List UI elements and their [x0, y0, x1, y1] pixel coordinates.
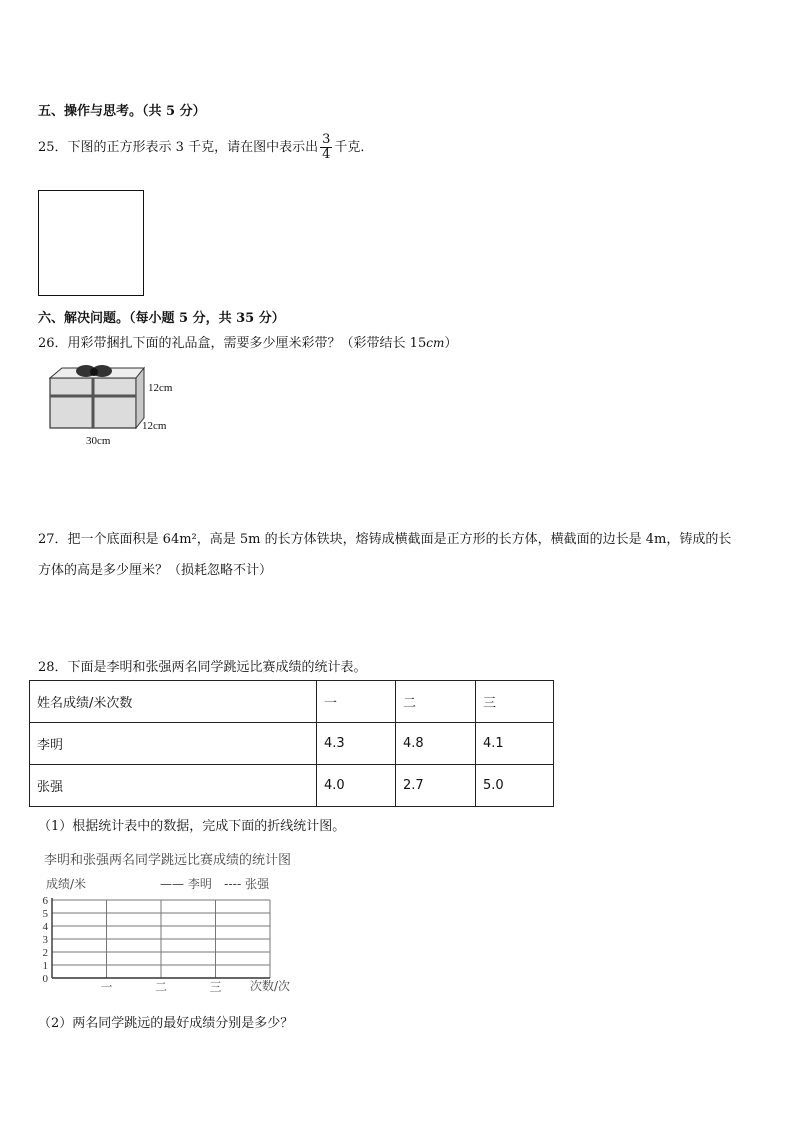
chart-grid [52, 898, 270, 978]
score-table [29, 680, 554, 807]
table-header-row [30, 681, 554, 723]
table-cell: 李明 [30, 723, 317, 765]
table-header-cell: 一 [317, 681, 396, 723]
chart-legend-liming: —— 李明 [160, 877, 212, 891]
table-header-cell: 三 [476, 681, 554, 723]
chart-x-ticks [100, 980, 221, 994]
box-length-label: 30cm [86, 435, 111, 447]
ribbon-bow-knot [90, 368, 98, 376]
chart-y-axis-label: 成绩/米 [46, 877, 87, 891]
chart-x-tick-label: 一 [100, 980, 113, 994]
q26-unit: cm [426, 336, 445, 350]
table-row [30, 723, 554, 765]
q25-prefix: 25．下图的正方形表示 3 千克，请在图中表示出 [38, 140, 319, 155]
table-cell: 4.0 [317, 765, 396, 807]
table-cell: 4.1 [476, 723, 554, 765]
chart-y-tick-label: 5 [42, 908, 48, 920]
table-header-cell: 二 [396, 681, 476, 723]
chart-y-tick-label: 6 [42, 895, 48, 907]
chart-y-tick-label: 0 [42, 973, 48, 985]
box-width-label: 12cm [142, 420, 167, 432]
q27-line-2: 方体的高是多少厘米？（损耗忽略不计） [38, 563, 273, 578]
fraction-three-quarters [320, 133, 332, 162]
box-side-face [136, 368, 144, 428]
table-row [30, 765, 554, 807]
q28-intro: 28．下面是李明和张强两名同学跳远比赛成绩的统计表。 [38, 660, 367, 675]
section-6-heading: 六、解决问题。（每小题 5 分，共 35 分） [38, 311, 285, 326]
section-5-heading: 五、操作与思考。（共 5 分） [38, 104, 206, 119]
chart-title: 李明和张强两名同学跳远比赛成绩的统计图 [44, 853, 292, 868]
q28-sub-2: （2）两名同学跳远的最好成绩分别是多少？ [38, 1016, 294, 1031]
q26-text: 26．用彩带捆扎下面的礼品盒，需要多少厘米彩带？（彩带结长 15 [38, 336, 427, 351]
chart-x-axis-label: 次数/次 [250, 979, 291, 993]
q28-sub-1: （1）根据统计表中的数据，完成下面的折线统计图。 [38, 819, 346, 834]
square-figure [38, 190, 144, 296]
box-height-label: 12cm [148, 382, 173, 394]
chart-y-tick-label: 3 [42, 934, 48, 946]
table-cell: 4.3 [317, 723, 396, 765]
q26-close: ） [444, 336, 458, 351]
table-cell: 2.7 [396, 765, 476, 807]
question-25 [38, 131, 373, 165]
chart-y-tick-label: 1 [42, 960, 48, 972]
table-cell: 张强 [30, 765, 317, 807]
table-cell: 5.0 [476, 765, 554, 807]
table-header-cell: 姓名成绩/米次数 [30, 681, 317, 723]
fraction-denominator: 4 [322, 147, 331, 162]
line-chart [38, 848, 308, 998]
gift-box-figure [44, 362, 184, 450]
chart-x-tick-label: 二 [154, 980, 168, 994]
question-26 [38, 332, 457, 351]
chart-legend-zhangqiang: ---- 张强 [224, 877, 270, 891]
chart-y-tick-label: 4 [42, 921, 48, 933]
chart-x-tick-label: 三 [209, 980, 222, 994]
chart-y-ticks [43, 895, 49, 985]
chart-y-tick-label: 2 [42, 947, 48, 959]
question-27 [38, 524, 731, 586]
table-cell: 4.8 [396, 723, 476, 765]
q27-line-1: 27．把一个底面积是 64m²，高是 5m 的长方体铁块，熔铸成横截面是正方形的长方体，横截面的边长是 4m，铸成的长 [38, 532, 732, 547]
q25-suffix: 千克． [334, 140, 374, 155]
fraction-numerator: 3 [322, 132, 331, 147]
